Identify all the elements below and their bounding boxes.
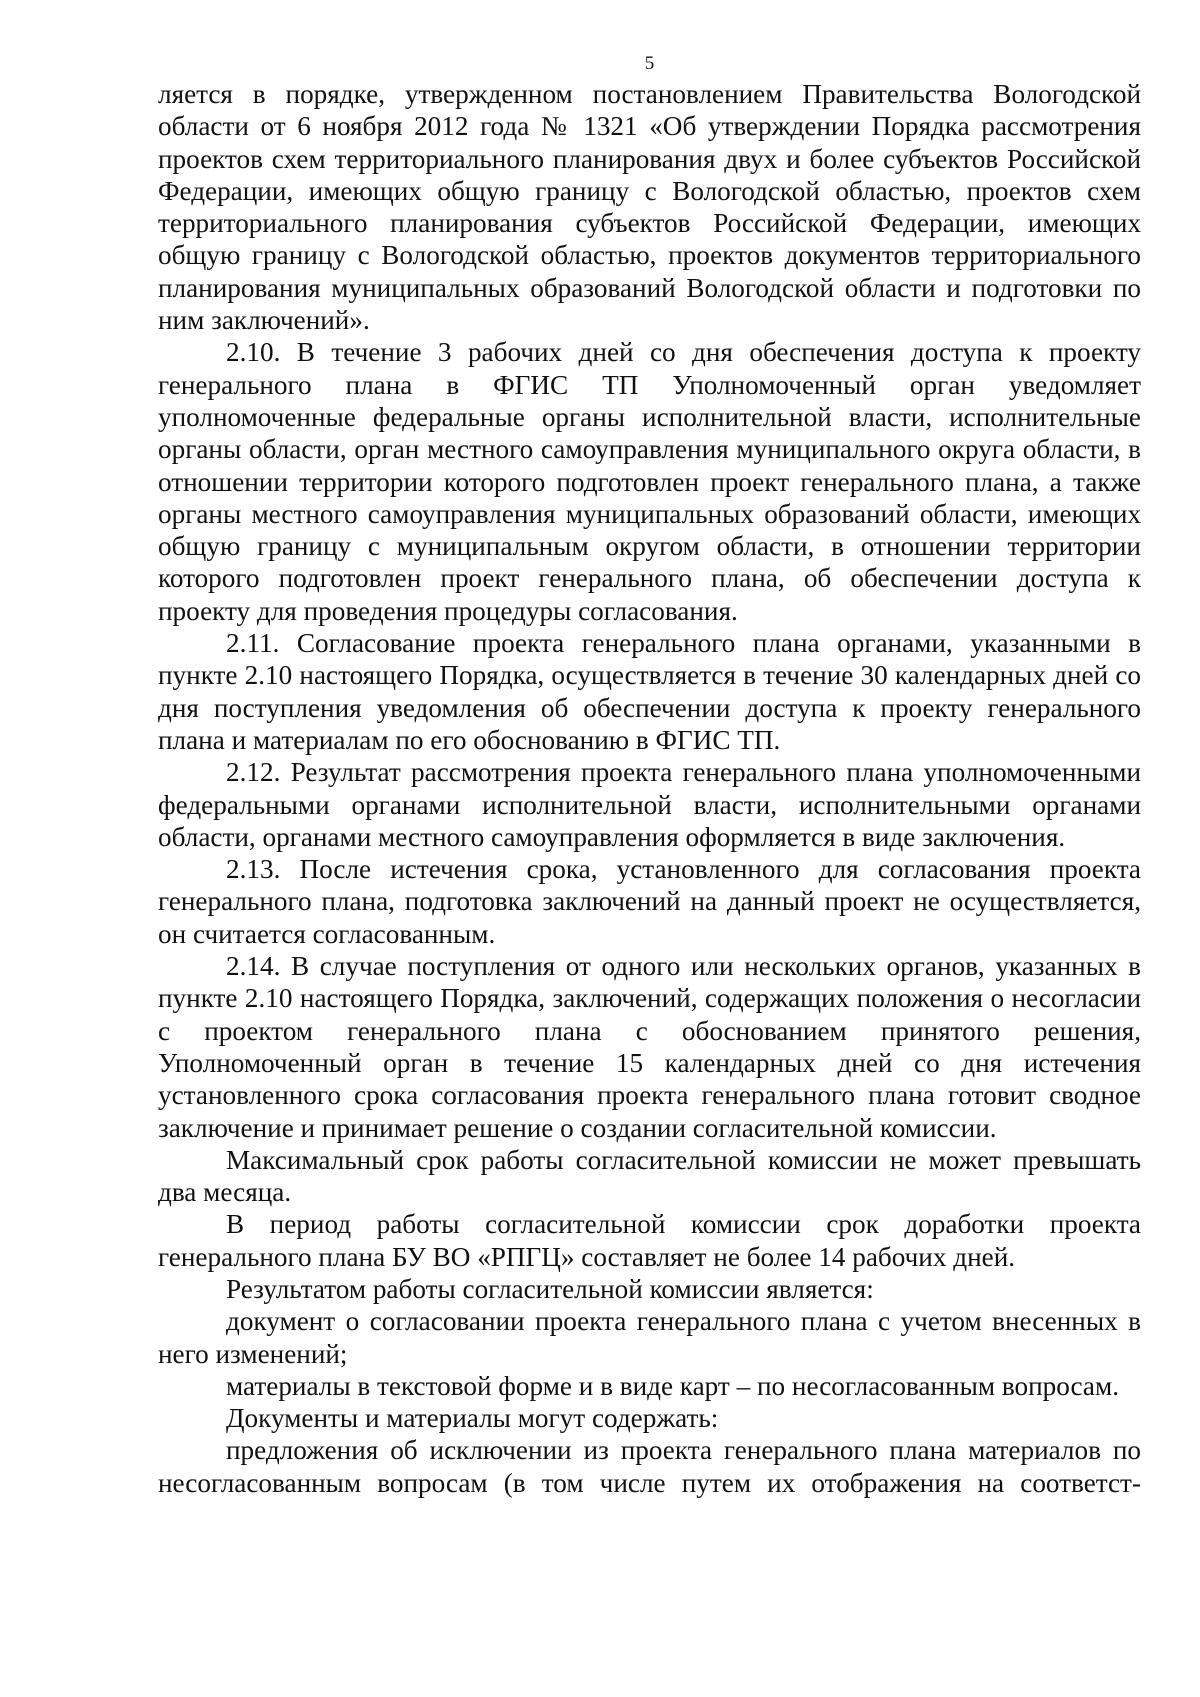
document-page (158, 52, 1141, 1499)
paragraph-2-10: 2.10. В течение 3 рабочих дней со дня обеспечения доступа к проекту генерального плана в ФГИС ТП Уполномоченный орган уведомляет уполномоченные федеральные органы исполнительной власти, исполнительные органы области, орган местного самоуправления муниципального округа области, в отношении территории которого подготовлен проект генерального плана, а также органы местного самоуправления муниципальных образований области, имеющих общую границу с муниципальным округом области, в отношении территории которого подготовлен проект генерального плана, об обеспечении доступа к проекту для проведения процедуры согласования. (158, 337, 1141, 626)
paragraph-2-12: 2.12. Результат рассмотрения проекта генерального плана уполномоченными федеральными органами исполнительной власти, исполнительными органами области, органами местного самоуправления оформляется в виде заключения. (158, 757, 1141, 852)
paragraph-documents-may-contain: Документы и материалы могут содержать: (226, 1403, 719, 1434)
paragraph-2-14: 2.14. В случае поступления от одного или нескольких органов, указанных в пункте 2.10 настоящего Порядка, заключений, содержащих положения о несогласии с проектом генерального плана с обоснованием принятого решения, Уполномоченный орган в течение 15 календарных дней со дня истечения установленного срока согласования проекта генерального плана готовит сводное заключение и принимает решение о создании согласительной комиссии. (158, 951, 1141, 1143)
paragraph-continuation: ляется в порядке, утвержденном постановлением Правительства Вологодской области от 6 ноября 2012 года № 1321 «Об утверждении Порядка рассмотрения проектов схем территориального планирования двух и более субъектов Российской Федерации, имеющих общую границу с Вологодской областью, проектов схем территориального планирования субъектов Российской Федерации, имеющих общую границу с Вологодской областью, проектов документов территориального планирования муниципальных образований Вологодской области и подготовки по ним заключений». (158, 79, 1141, 336)
paragraph-materials: материалы в текстовой форме и в виде карт – по несогласованным вопросам. (226, 1370, 1119, 1401)
paragraph-agreement-document: документ о согласовании проекта генерального плана с учетом внесенных в него изменений; (158, 1306, 1141, 1369)
paragraph-max-term: Максимальный срок работы согласительной комиссии не может превышать два месяца. (158, 1144, 1141, 1208)
paragraph-commission-result: Результатом работы согласительной комиссии является: (226, 1273, 874, 1304)
document-body (158, 78, 1141, 1499)
page-number: 5 (644, 53, 655, 74)
paragraph-proposals: предложения об исключении из проекта генерального плана материалов по несогласованным вопросам (в том числе путем их отображения на соответст- (158, 1435, 1141, 1498)
paragraph-revision-term: В период работы согласительной комиссии срок доработки проекта генерального плана БУ ВО «РПГЦ» составляет не более 14 рабочих дней. (158, 1209, 1141, 1272)
paragraph-2-13: 2.13. После истечения срока, установленного для согласования проекта генерального плана, подготовка заключений на данный проект не осуществляется, он считается согласованным. (158, 854, 1141, 949)
paragraph-2-11: 2.11. Согласование проекта генерального плана органами, указанными в пункте 2.10 настоящего Порядка, осуществляется в течение 30 календарных дней со дня поступления уведомления об обеспечении доступа к проекту генерального плана и материалам по его обоснованию в ФГИС ТП. (158, 628, 1141, 755)
